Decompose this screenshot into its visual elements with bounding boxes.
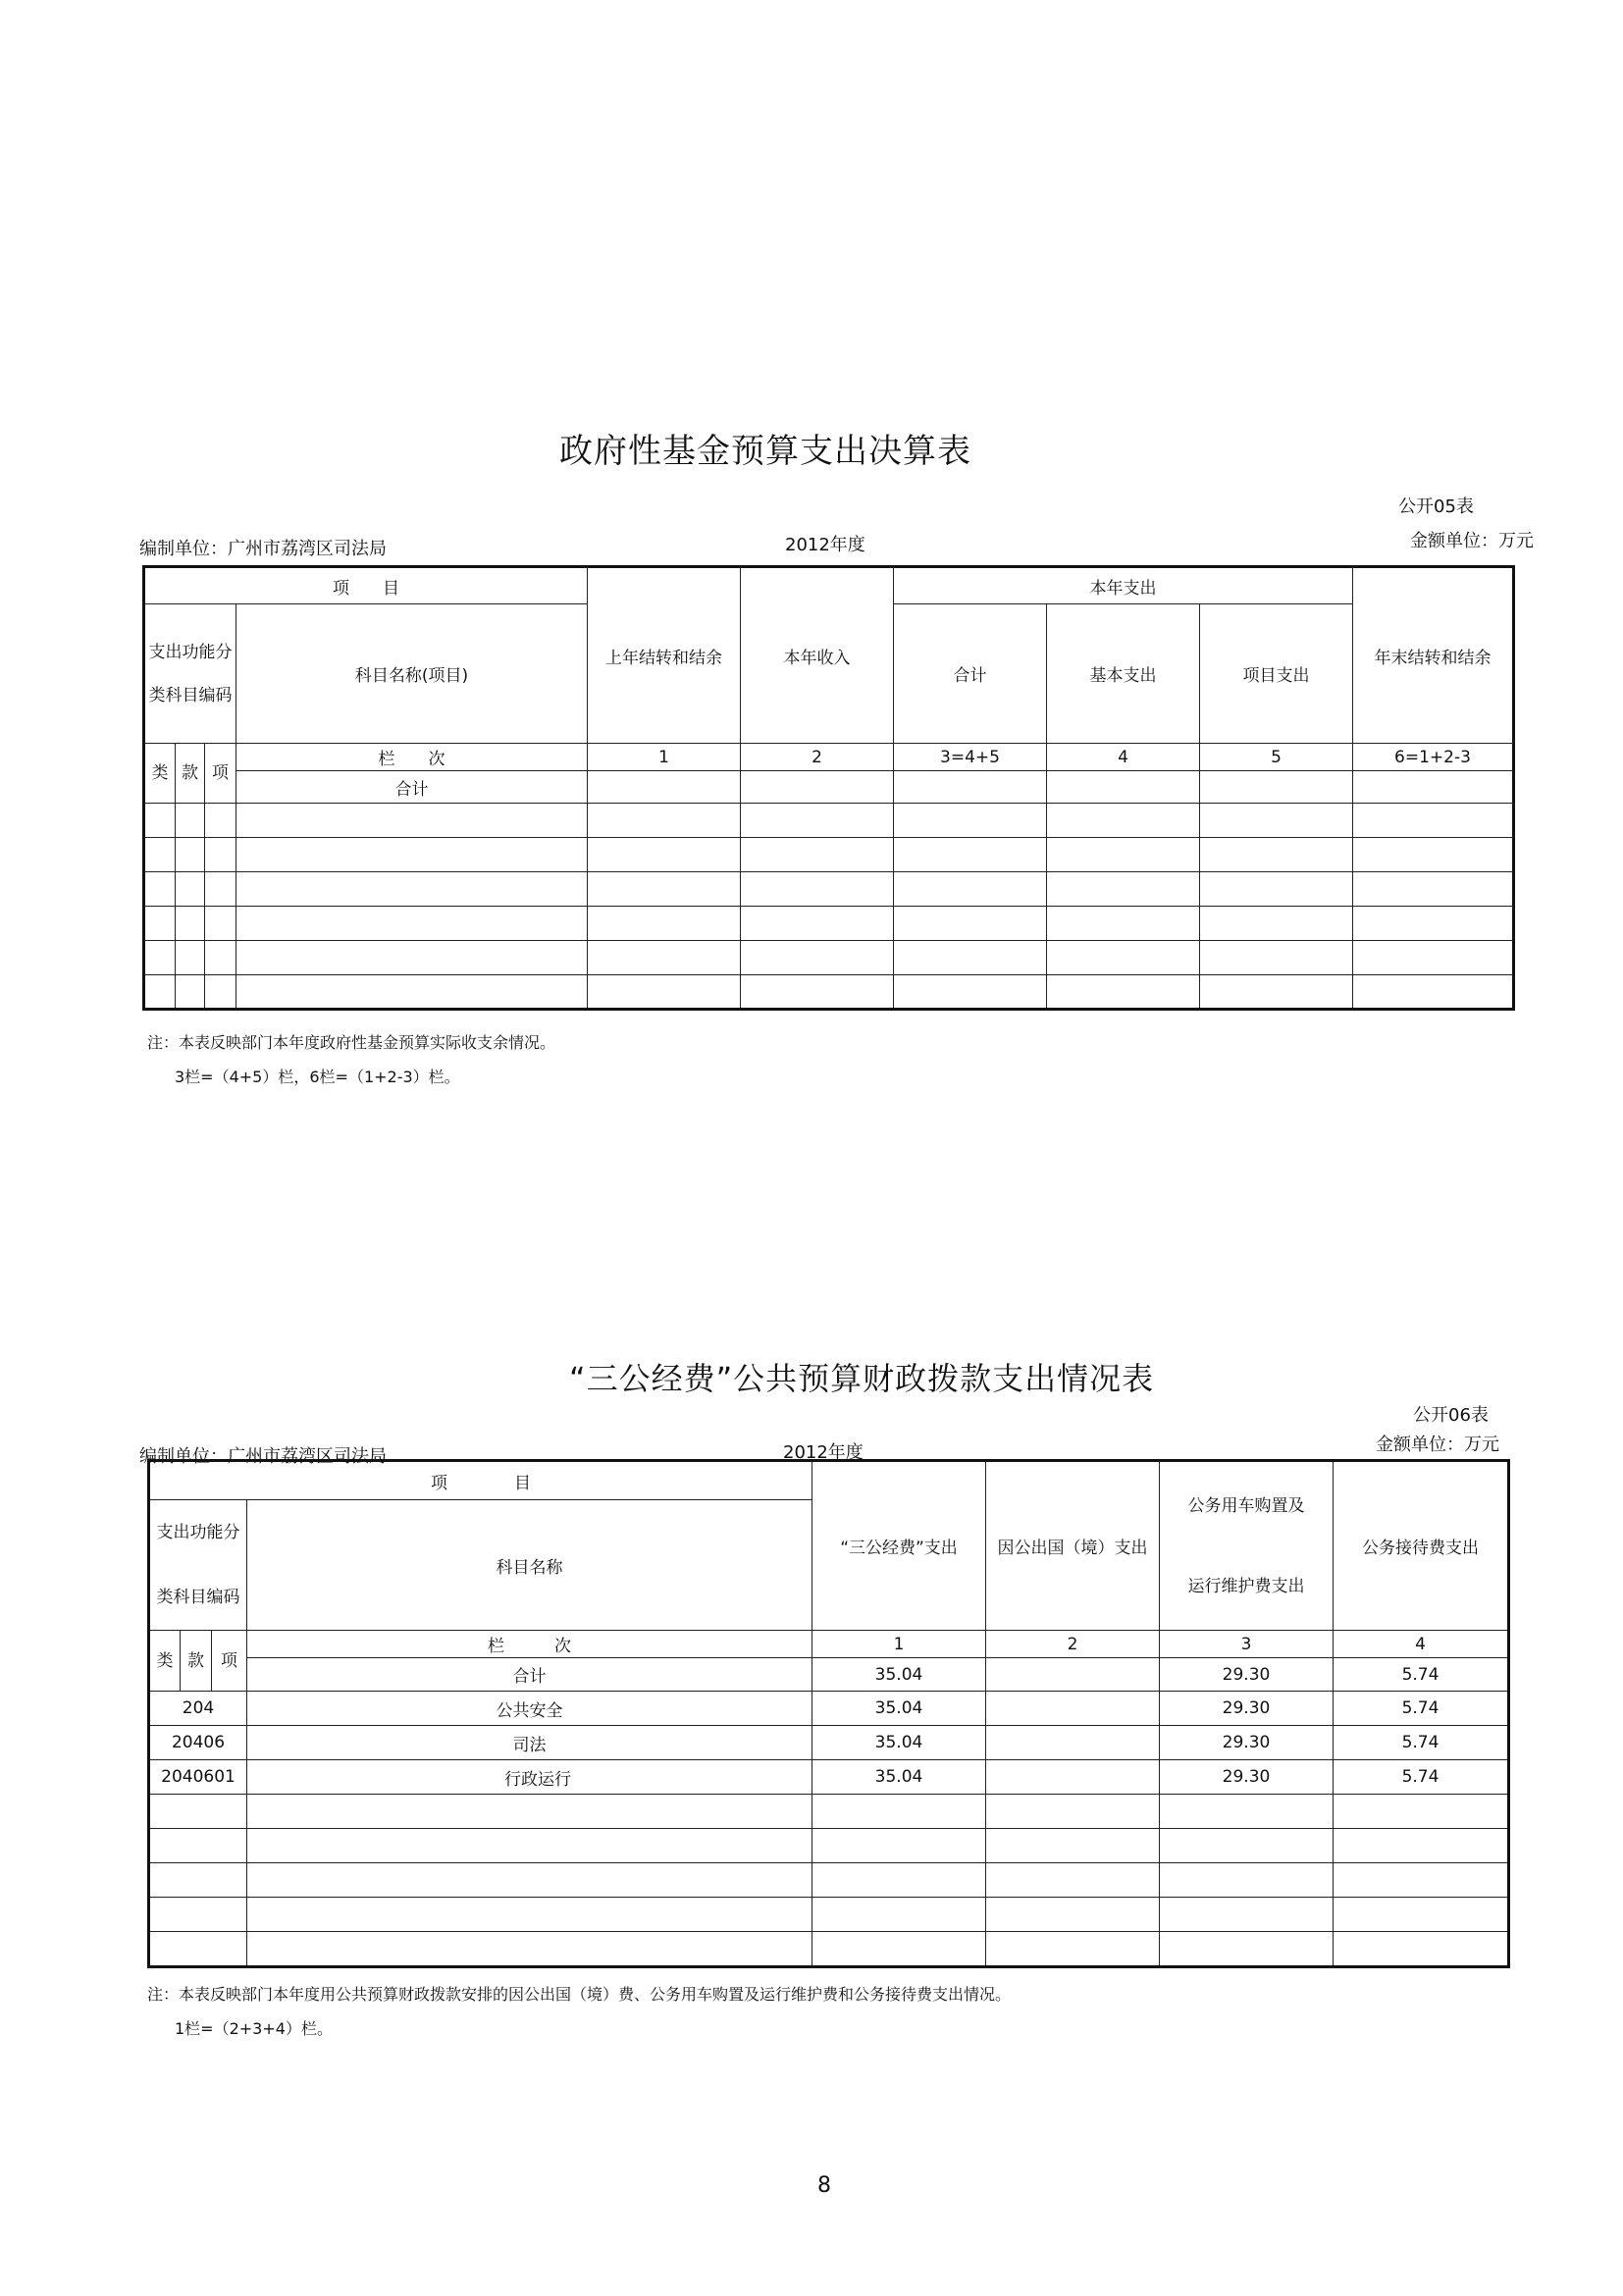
t1-total-cell	[588, 771, 741, 804]
t2-total-sangong: 35.04	[812, 1658, 986, 1692]
t2-header-car	[1160, 1461, 1334, 1631]
t2-colnum-1: 1	[812, 1631, 986, 1658]
t2-column-label: 栏 次	[247, 1631, 812, 1658]
t2-header-kuan: 款	[181, 1631, 212, 1692]
table2-note-line2: 1栏=（2+3+4）栏。	[175, 2019, 333, 2038]
table1-year: 2012年度	[785, 535, 865, 555]
t1-colnum-5: 5	[1200, 744, 1353, 771]
t2-header-name: 科目名称	[247, 1500, 812, 1631]
t1-total-cell	[1353, 771, 1514, 804]
t2-total-car: 29.30	[1160, 1658, 1334, 1692]
t2-total-abroad	[986, 1658, 1160, 1692]
table-row	[144, 975, 1514, 1010]
t1-colnum-2: 2	[741, 744, 894, 771]
t1-header-end-balance: 年末结转和结余	[1353, 567, 1514, 744]
t1-header-name: 科目名称(项目)	[236, 604, 588, 744]
t1-header-code-line1: 支出功能分	[148, 642, 233, 662]
table1-note-line1: 注：本表反映部门本年度政府性基金预算实际收支余情况。	[147, 1033, 556, 1052]
table-row	[149, 1863, 1509, 1898]
t1-header-code-line2: 类科目编码	[148, 685, 233, 705]
table1-amount-unit: 金额单位：万元	[1410, 531, 1534, 551]
row-reception: 5.74	[1334, 1692, 1509, 1726]
table1-grid	[142, 565, 1515, 1011]
row-name: 司法	[247, 1726, 812, 1760]
t2-header-car-line2: 运行维护费支出	[1187, 1576, 1305, 1596]
table1-note-line2: 3栏=（4+5）栏，6栏=（1+2-3）栏。	[175, 1068, 460, 1086]
row-reception: 5.74	[1334, 1760, 1509, 1795]
t2-total-label: 合计	[247, 1658, 812, 1692]
t1-column-label: 栏 次	[236, 744, 588, 771]
t1-total-cell	[894, 771, 1047, 804]
row-sangong: 35.04	[812, 1692, 986, 1726]
t2-header-car-line1: 公务用车购置及	[1187, 1495, 1305, 1516]
row-name: 行政运行	[247, 1760, 812, 1795]
table2-amount-unit: 金额单位：万元	[1376, 1435, 1499, 1455]
row-car: 29.30	[1160, 1726, 1334, 1760]
t2-header-sangong: “三公经费”支出	[812, 1461, 986, 1631]
row-code: 204	[149, 1692, 247, 1726]
t1-colnum-3: 3=4+5	[894, 744, 1047, 771]
t1-header-project: 项目支出	[1200, 604, 1353, 744]
t1-header-expense-group: 本年支出	[894, 567, 1353, 604]
t1-header-item: 项 目	[144, 567, 588, 604]
t2-header-code-line1: 支出功能分	[156, 1523, 240, 1542]
row-car: 29.30	[1160, 1692, 1334, 1726]
t2-header-abroad: 因公出国（境）支出	[986, 1461, 1160, 1631]
table-row	[149, 1760, 1509, 1795]
table1-title: 政府性基金预算支出决算表	[559, 432, 971, 471]
t1-total-cell	[741, 771, 894, 804]
t2-header-code-line2: 类科目编码	[156, 1588, 240, 1607]
t2-header-lei: 类	[149, 1631, 181, 1692]
page-number: 8	[817, 2173, 831, 2198]
t1-header-lei: 类	[144, 744, 176, 804]
table-row	[144, 804, 1514, 838]
row-abroad	[986, 1726, 1160, 1760]
table1-form-no: 公开05表	[1398, 496, 1474, 517]
table-row	[149, 1692, 1509, 1726]
t2-colnum-3: 3	[1160, 1631, 1334, 1658]
table2-unit-label: 编制单位：广州市荔湾区司法局	[139, 1446, 387, 1467]
t1-header-kuan: 款	[176, 744, 205, 804]
t2-header-xiang: 项	[212, 1631, 247, 1692]
row-name: 公共安全	[247, 1692, 812, 1726]
table2-title: “三公经费”公共预算财政拨款支出情况表	[569, 1360, 1155, 1397]
table2-form-no: 公开06表	[1413, 1405, 1489, 1426]
table2-note-line1: 注：本表反映部门本年度用公共预算财政拨款安排的因公出国（境）费、公务用车购置及运行维护费和公务接待费支出情况。	[147, 1985, 1012, 2004]
t1-total-label: 合计	[236, 771, 588, 804]
table-row-total	[149, 1658, 1509, 1692]
table2-grid	[147, 1459, 1510, 1968]
row-abroad	[986, 1692, 1160, 1726]
table-row	[144, 838, 1514, 872]
row-sangong: 35.04	[812, 1726, 986, 1760]
t1-header-income: 本年收入	[741, 567, 894, 744]
table2-year: 2012年度	[783, 1442, 864, 1463]
row-abroad	[986, 1760, 1160, 1795]
t1-header-prev-balance: 上年结转和结余	[588, 567, 741, 744]
t2-colnum-4: 4	[1334, 1631, 1509, 1658]
table-row	[144, 872, 1514, 907]
t1-header-xiang: 项	[205, 744, 236, 804]
table-row	[144, 941, 1514, 975]
t2-header-reception: 公务接待费支出	[1334, 1461, 1509, 1631]
t1-total-cell	[1200, 771, 1353, 804]
row-reception: 5.74	[1334, 1726, 1509, 1760]
t1-colnum-1: 1	[588, 744, 741, 771]
t1-header-basic: 基本支出	[1047, 604, 1200, 744]
table-row	[149, 1932, 1509, 1967]
t1-header-total: 合计	[894, 604, 1047, 744]
t2-header-item: 项 目	[149, 1461, 812, 1500]
t1-header-code	[144, 604, 236, 744]
row-sangong: 35.04	[812, 1760, 986, 1795]
row-code: 2040601	[149, 1760, 247, 1795]
table-row	[144, 907, 1514, 941]
t2-total-reception: 5.74	[1334, 1658, 1509, 1692]
t1-colnum-6: 6=1+2-3	[1353, 744, 1514, 771]
table-row	[149, 1829, 1509, 1863]
row-code: 20406	[149, 1726, 247, 1760]
t2-colnum-2: 2	[986, 1631, 1160, 1658]
t1-total-cell	[1047, 771, 1200, 804]
t1-colnum-4: 4	[1047, 744, 1200, 771]
t2-header-code	[149, 1500, 247, 1631]
table-row	[149, 1726, 1509, 1760]
table-row	[149, 1898, 1509, 1932]
table1-unit-label: 编制单位：广州市荔湾区司法局	[139, 539, 387, 559]
row-car: 29.30	[1160, 1760, 1334, 1795]
table-row	[149, 1795, 1509, 1829]
